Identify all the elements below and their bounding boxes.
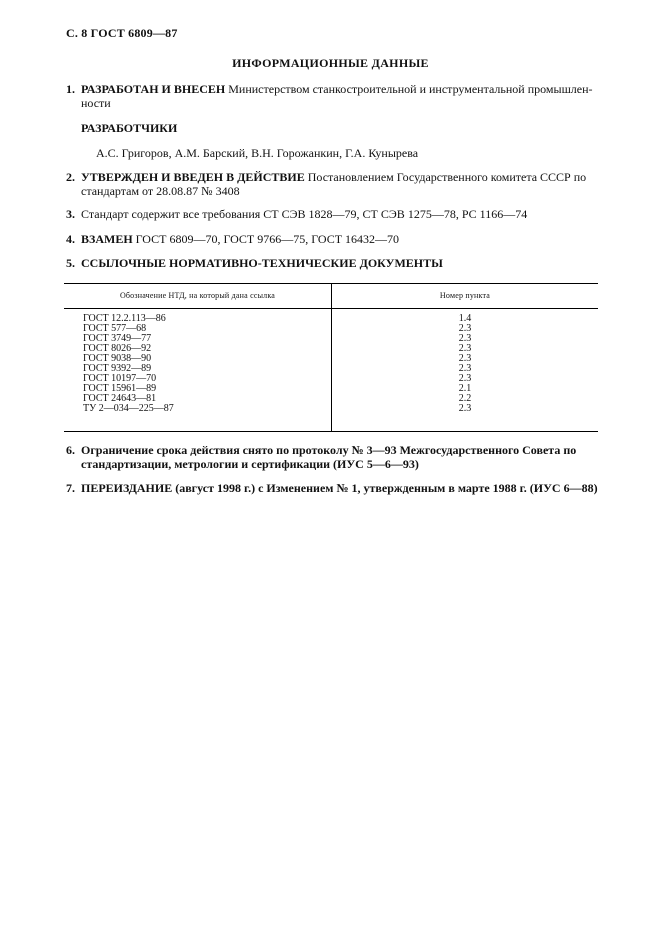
item-lead: УТВЕРЖДЕН И ВВЕДЕН В ДЕЙСТВИЕ: [81, 170, 305, 184]
table-cell-clause: 2.3: [458, 403, 472, 414]
developers-list: А.С. Григоров, А.М. Барский, В.Н. Горожанкин, Г.А. Кунырева: [96, 146, 419, 160]
table-cell-document: ГОСТ 24643—81: [83, 393, 157, 404]
item-3: [66, 207, 599, 221]
table-header-divider: [64, 308, 598, 309]
page-header: С. 8 ГОСТ 6809—87: [66, 26, 178, 40]
table-cell-document: ГОСТ 3749—77: [83, 333, 152, 344]
item-number: 2.: [66, 170, 75, 184]
item-lead: ПЕРЕИЗДАНИЕ: [81, 481, 173, 495]
table-cell-document: ГОСТ 9038—90: [83, 353, 152, 364]
table-cell-document: ГОСТ 15961—89: [83, 383, 157, 394]
table-cell-clause: 2.3: [458, 343, 472, 354]
item-6: [66, 443, 599, 471]
table-cell-clause: 2.3: [458, 333, 472, 344]
table-header-document: Обозначение НТД, на который дана ссылка: [119, 291, 276, 300]
item-text: ССЫЛОЧНЫЕ НОРМАТИВНО-ТЕХНИЧЕСКИЕ ДОКУМЕНТЫ: [81, 256, 443, 270]
table-cell-document: ГОСТ 577—68: [83, 323, 147, 334]
table-cell-clause: 2.3: [458, 363, 472, 374]
page-title: ИНФОРМАЦИОННЫЕ ДАННЫЕ: [232, 56, 429, 70]
table-cell-clause: 2.2: [458, 393, 472, 404]
item-4: [66, 232, 599, 246]
item-continuation: ности: [81, 96, 111, 110]
item-number: 6.: [66, 443, 75, 457]
table-cell-clause: 2.3: [458, 323, 472, 334]
item-lead: РАЗРАБОТАН И ВНЕСЕН: [81, 82, 226, 96]
item-text: Постановлением Государственного комитета СССР по: [304, 170, 587, 184]
table-cell-document: ГОСТ 10197—70: [83, 373, 157, 384]
item-text: Ограничение срока действия снято по протоколу № 3—93 Межгосударственного Совета по: [81, 443, 577, 457]
table-cell-document: ГОСТ 8026—92: [83, 343, 152, 354]
item-2: [66, 170, 599, 198]
item-number: 3.: [66, 207, 75, 221]
item-number: 1.: [66, 82, 75, 96]
item-text: (август 1998 г.) с Изменением № 1, утвержденным в марте 1988 г. (ИУС 6—88): [172, 481, 598, 495]
item-number: 5.: [66, 256, 75, 270]
item-number: 7.: [66, 481, 75, 495]
item-lead: ВЗАМЕН: [81, 232, 133, 246]
item-1: [66, 82, 599, 110]
table-cell-document: ТУ 2—034—225—87: [83, 403, 174, 414]
table-header-clause: Номер пункта: [439, 291, 491, 300]
item-5: [66, 256, 599, 270]
reference-table: [64, 283, 598, 432]
developers-heading: РАЗРАБОТЧИКИ: [81, 121, 178, 135]
table-cell-clause: 2.3: [458, 373, 472, 384]
table-cell-clause: 2.3: [458, 353, 472, 364]
table-cell-clause: 1.4: [458, 313, 472, 324]
item-7: [66, 481, 599, 495]
item-text: Министерством станкостроительной и инструментальной промышлен-: [225, 82, 593, 96]
table-cell-clause: 2.1: [458, 383, 472, 394]
item-text: Стандарт содержит все требования СТ СЭВ 1828—79, СТ СЭВ 1275—78, РС 1166—74: [81, 207, 528, 221]
item-number: 4.: [66, 232, 75, 246]
table-cell-document: ГОСТ 9392—89: [83, 363, 152, 374]
item-text: ГОСТ 6809—70, ГОСТ 9766—75, ГОСТ 16432—70: [132, 232, 400, 246]
item-continuation: стандартизации, метрологии и сертификации (ИУС 5—6—93): [81, 457, 419, 471]
table-cell-document: ГОСТ 12.2.113—86: [83, 313, 166, 324]
table-row: [64, 404, 598, 414]
item-continuation: стандартам от 28.08.87 № 3408: [81, 184, 240, 198]
table-body: [64, 314, 598, 414]
